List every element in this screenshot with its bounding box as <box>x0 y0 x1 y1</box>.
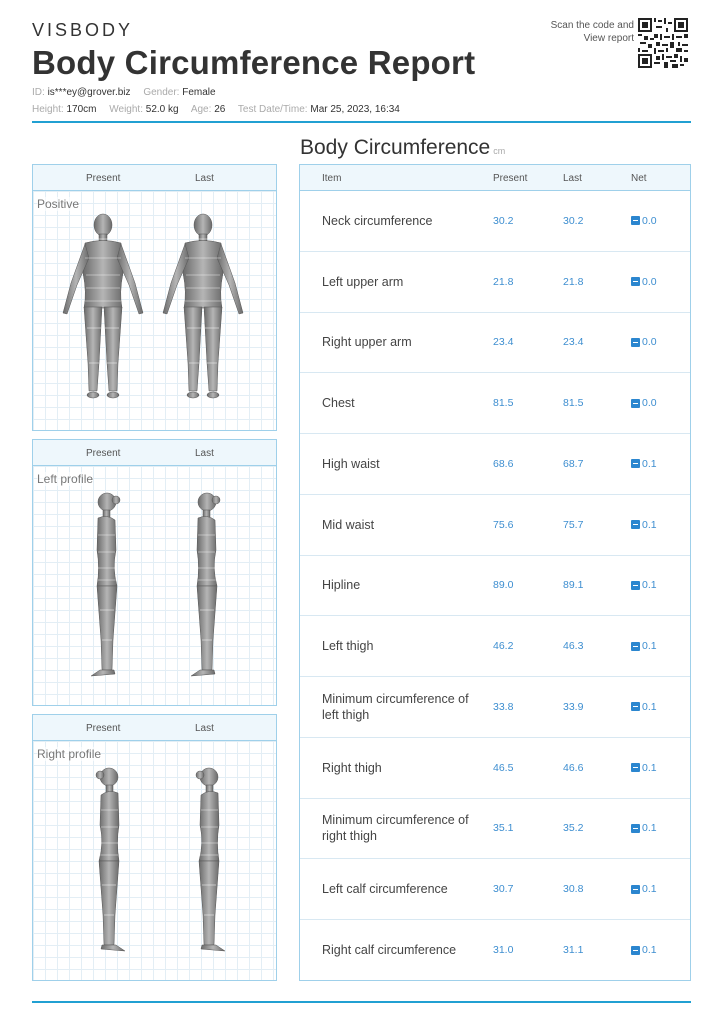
header-last: Last <box>563 173 582 184</box>
net-value: 0.1 <box>642 822 657 835</box>
net-value: 0.1 <box>642 640 657 653</box>
age-value: 26 <box>214 104 226 115</box>
view-label-positive: Positive <box>37 197 80 211</box>
last-value: 23.4 <box>563 336 584 349</box>
header-item: Item <box>322 173 342 184</box>
positive-view-grid <box>33 191 276 430</box>
table-row <box>300 920 690 981</box>
last-front-body-model <box>155 213 251 408</box>
net-value: 0.0 <box>642 275 657 288</box>
header-divider <box>32 121 691 123</box>
last-value: 81.5 <box>563 397 584 410</box>
decrease-icon <box>631 216 640 225</box>
present-label: Present <box>86 173 121 184</box>
last-value: 35.2 <box>563 822 584 835</box>
decrease-icon <box>631 277 640 286</box>
table-row <box>300 616 690 677</box>
decrease-icon <box>631 399 640 408</box>
table-row <box>300 373 690 434</box>
decrease-icon <box>631 763 640 772</box>
present-value: 81.5 <box>493 397 514 410</box>
measurement-info-row <box>32 104 410 115</box>
net-value: 0.0 <box>642 214 657 227</box>
last-left-profile-body-model <box>183 490 233 685</box>
net-value: 0.0 <box>642 336 657 349</box>
last-value: 75.7 <box>563 518 584 531</box>
net-value: 0.1 <box>642 761 657 774</box>
net-change <box>631 519 657 531</box>
id-label: ID: <box>32 87 45 98</box>
net-value: 0.1 <box>642 518 657 531</box>
item-name: Hipline <box>322 578 361 593</box>
item-name: Minimum circumference of right thigh <box>322 813 469 844</box>
date-value: Mar 25, 2023, 16:34 <box>310 104 400 115</box>
last-value: 33.9 <box>563 700 584 713</box>
item-name: Left thigh <box>322 639 374 654</box>
header-net: Net <box>631 173 647 184</box>
present-value: 89.0 <box>493 579 514 592</box>
present-value: 30.2 <box>493 214 514 227</box>
present-right-profile-body-model <box>83 765 133 960</box>
last-value: 31.1 <box>563 944 584 957</box>
net-value: 0.0 <box>642 397 657 410</box>
user-info-row <box>32 87 226 98</box>
decrease-icon <box>631 824 640 833</box>
table-body <box>300 191 690 981</box>
brand-logo: VISBODY <box>32 20 134 40</box>
last-label: Last <box>195 723 214 734</box>
net-value: 0.1 <box>642 579 657 592</box>
weight-label: Weight: <box>109 104 143 115</box>
item-name: Mid waist <box>322 517 375 532</box>
table-row <box>300 191 690 252</box>
last-value: 30.2 <box>563 214 584 227</box>
header-present: Present <box>493 173 528 184</box>
present-label: Present <box>86 448 121 459</box>
net-change <box>631 640 657 652</box>
present-value: 21.8 <box>493 275 514 288</box>
panel-header <box>33 440 276 466</box>
net-change <box>631 276 657 288</box>
present-value: 23.4 <box>493 336 514 349</box>
decrease-icon <box>631 885 640 894</box>
table-row <box>300 738 690 799</box>
net-change <box>631 458 657 470</box>
table-row <box>300 556 690 617</box>
last-value: 46.3 <box>563 640 584 653</box>
unit-label: cm <box>493 146 506 156</box>
table-row <box>300 434 690 495</box>
table-row <box>300 859 690 920</box>
item-name: Chest <box>322 396 355 411</box>
present-value: 30.7 <box>493 883 514 896</box>
item-name: Left upper arm <box>322 274 404 289</box>
left-profile-grid <box>33 466 276 705</box>
net-change <box>631 215 657 227</box>
decrease-icon <box>631 459 640 468</box>
net-value: 0.1 <box>642 883 657 896</box>
item-name: Right calf circumference <box>322 943 457 958</box>
net-value: 0.1 <box>642 700 657 713</box>
item-name: Left calf circumference <box>322 882 448 897</box>
decrease-icon <box>631 581 640 590</box>
item-name: Right thigh <box>322 760 382 775</box>
table-header <box>300 165 690 191</box>
present-label: Present <box>86 723 121 734</box>
net-change <box>631 701 657 713</box>
decrease-icon <box>631 338 640 347</box>
present-value: 68.6 <box>493 457 514 470</box>
net-change <box>631 579 657 591</box>
gender-value: Female <box>182 87 216 98</box>
date-label: Test Date/Time: <box>237 104 308 115</box>
page-title: Body Circumference Report <box>32 44 476 81</box>
present-value: 33.8 <box>493 700 514 713</box>
net-value: 0.1 <box>642 457 657 470</box>
decrease-icon <box>631 520 640 529</box>
right-profile-panel <box>32 714 277 981</box>
item-name: Right upper arm <box>322 335 412 350</box>
net-change <box>631 944 657 956</box>
positive-view-panel <box>32 164 277 431</box>
height-value: 170cm <box>66 104 97 115</box>
qr-caption-line1: Scan the code and <box>550 20 634 31</box>
section-title <box>300 136 505 160</box>
present-front-body-model <box>55 213 151 408</box>
last-right-profile-body-model <box>183 765 233 960</box>
net-change <box>631 336 657 348</box>
panel-header <box>33 165 276 191</box>
net-change <box>631 397 657 409</box>
present-value: 46.2 <box>493 640 514 653</box>
present-value: 35.1 <box>493 822 514 835</box>
view-label-left-profile: Left profile <box>37 472 94 486</box>
last-label: Last <box>195 173 214 184</box>
panel-header <box>33 715 276 741</box>
qr-caption-line2: View report <box>583 33 634 44</box>
gender-label: Gender: <box>143 87 180 98</box>
qr-caption <box>551 19 634 45</box>
section-title-text: Body Circumference <box>300 136 491 159</box>
left-profile-panel <box>32 439 277 706</box>
circumference-table <box>299 164 691 981</box>
height-label: Height: <box>32 104 64 115</box>
table-row <box>300 313 690 374</box>
net-change <box>631 822 657 834</box>
right-profile-grid <box>33 741 276 980</box>
table-row <box>300 799 690 860</box>
last-label: Last <box>195 448 214 459</box>
item-name: Neck circumference <box>322 213 433 228</box>
last-value: 21.8 <box>563 275 584 288</box>
decrease-icon <box>631 642 640 651</box>
net-change <box>631 762 657 774</box>
table-row <box>300 677 690 738</box>
last-value: 89.1 <box>563 579 584 592</box>
item-name: High waist <box>322 456 380 471</box>
last-value: 68.7 <box>563 457 584 470</box>
present-value: 46.5 <box>493 761 514 774</box>
present-value: 75.6 <box>493 518 514 531</box>
net-value: 0.1 <box>642 944 657 957</box>
table-row <box>300 495 690 556</box>
decrease-icon <box>631 946 640 955</box>
id-value: is***ey@grover.biz <box>47 87 131 98</box>
present-left-profile-body-model <box>83 490 133 685</box>
table-row <box>300 252 690 313</box>
footer-divider <box>32 1001 691 1003</box>
view-label-right-profile: Right profile <box>37 747 102 761</box>
item-name: Minimum circumference of left thigh <box>322 691 469 722</box>
weight-value: 52.0 kg <box>145 104 179 115</box>
age-label: Age: <box>190 104 212 115</box>
qr-code-icon[interactable] <box>638 18 688 68</box>
last-value: 46.6 <box>563 761 584 774</box>
present-value: 31.0 <box>493 944 514 957</box>
net-change <box>631 883 657 895</box>
decrease-icon <box>631 702 640 711</box>
last-value: 30.8 <box>563 883 584 896</box>
